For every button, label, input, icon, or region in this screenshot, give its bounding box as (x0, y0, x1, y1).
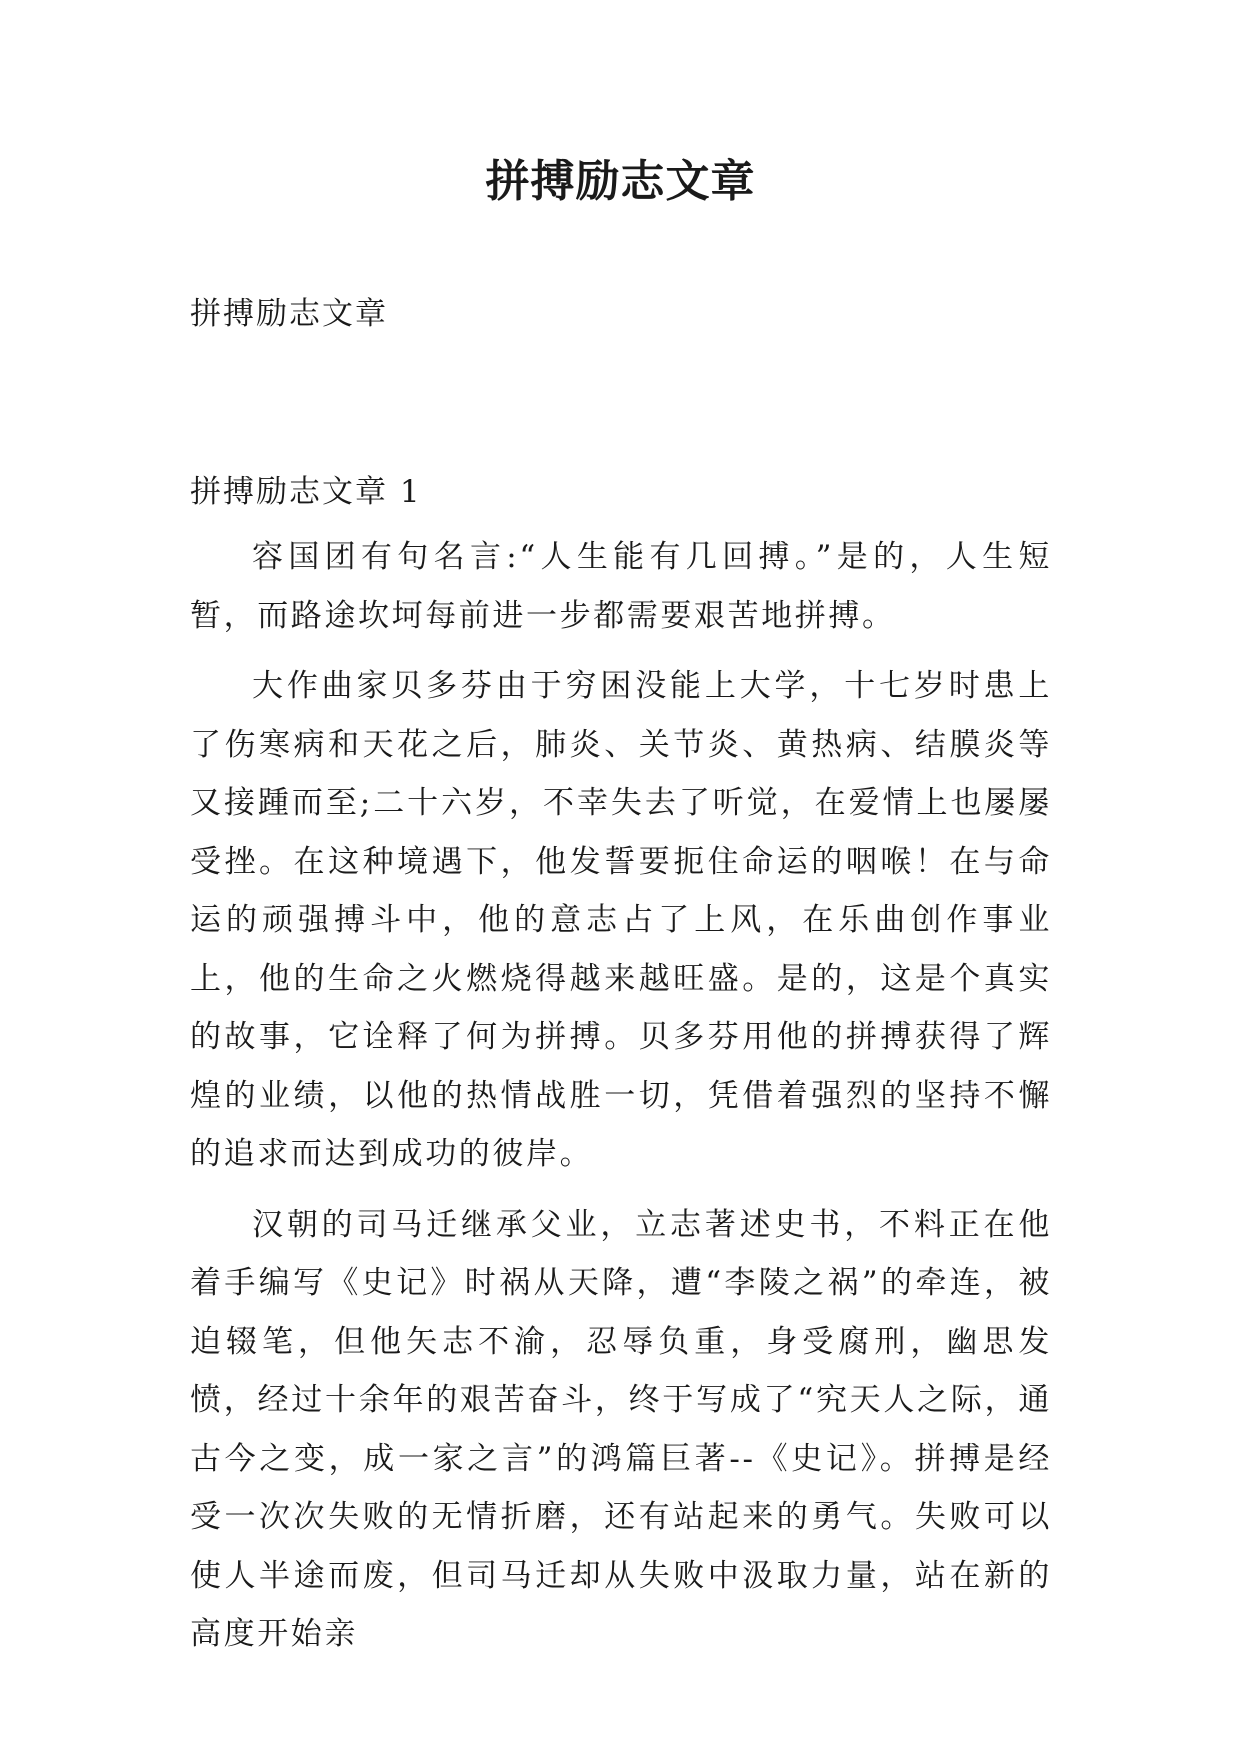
article-body (190, 528, 1052, 1676)
document-subtitle: 拼搏励志文章 (190, 296, 388, 332)
section-heading: 拼搏励志文章 1 (190, 474, 422, 510)
paragraph: 大作曲家贝多芬由于穷困没能上大学，十七岁时患上了伤寒病和天花之后，肺炎、关节炎、黄热病、结膜炎等又接踵而至;二十六岁，不幸失去了听觉，在爱情上也屡屡受挫。在这种境遇下，他发誓要扼住命运的咽喉！在与命运的顽强搏斗中，他的意志占了上风，在乐曲创作事业上，他的生命之火燃烧得越来越旺盛。是的，这是个真实的故事，它诠释了何为拼搏。贝多芬用他的拼搏获得了辉煌的业绩，以他的热情战胜一切，凭借着强烈的坚持不懈的追求而达到成功的彼岸。 (190, 668, 1052, 1172)
document-title: 拼搏励志文章 (485, 156, 756, 207)
paragraph: 汉朝的司马迁继承父业，立志著述史书，不料正在他着手编写《史记》时祸从天降，遭“李陵之祸”的牵连，被迫辍笔，但他矢志不渝，忍辱负重，身受腐刑，幽思发愤，经过十余年的艰苦奋斗，终于写成了“究天人之际，通古今之变，成一家之言”的鸿篇巨著--《史记》。拼搏是经受一次次失败的无情折磨，还有站起来的勇气。失败可以使人半途而废，但司马迁却从失败中汲取力量，站在新的高度开始亲 (190, 1206, 1052, 1652)
paragraph: 容国团有句名言:“人生能有几回搏。”是的，人生短暂，而路途坎坷每前进一步都需要艰苦地拼搏。 (190, 539, 1052, 634)
